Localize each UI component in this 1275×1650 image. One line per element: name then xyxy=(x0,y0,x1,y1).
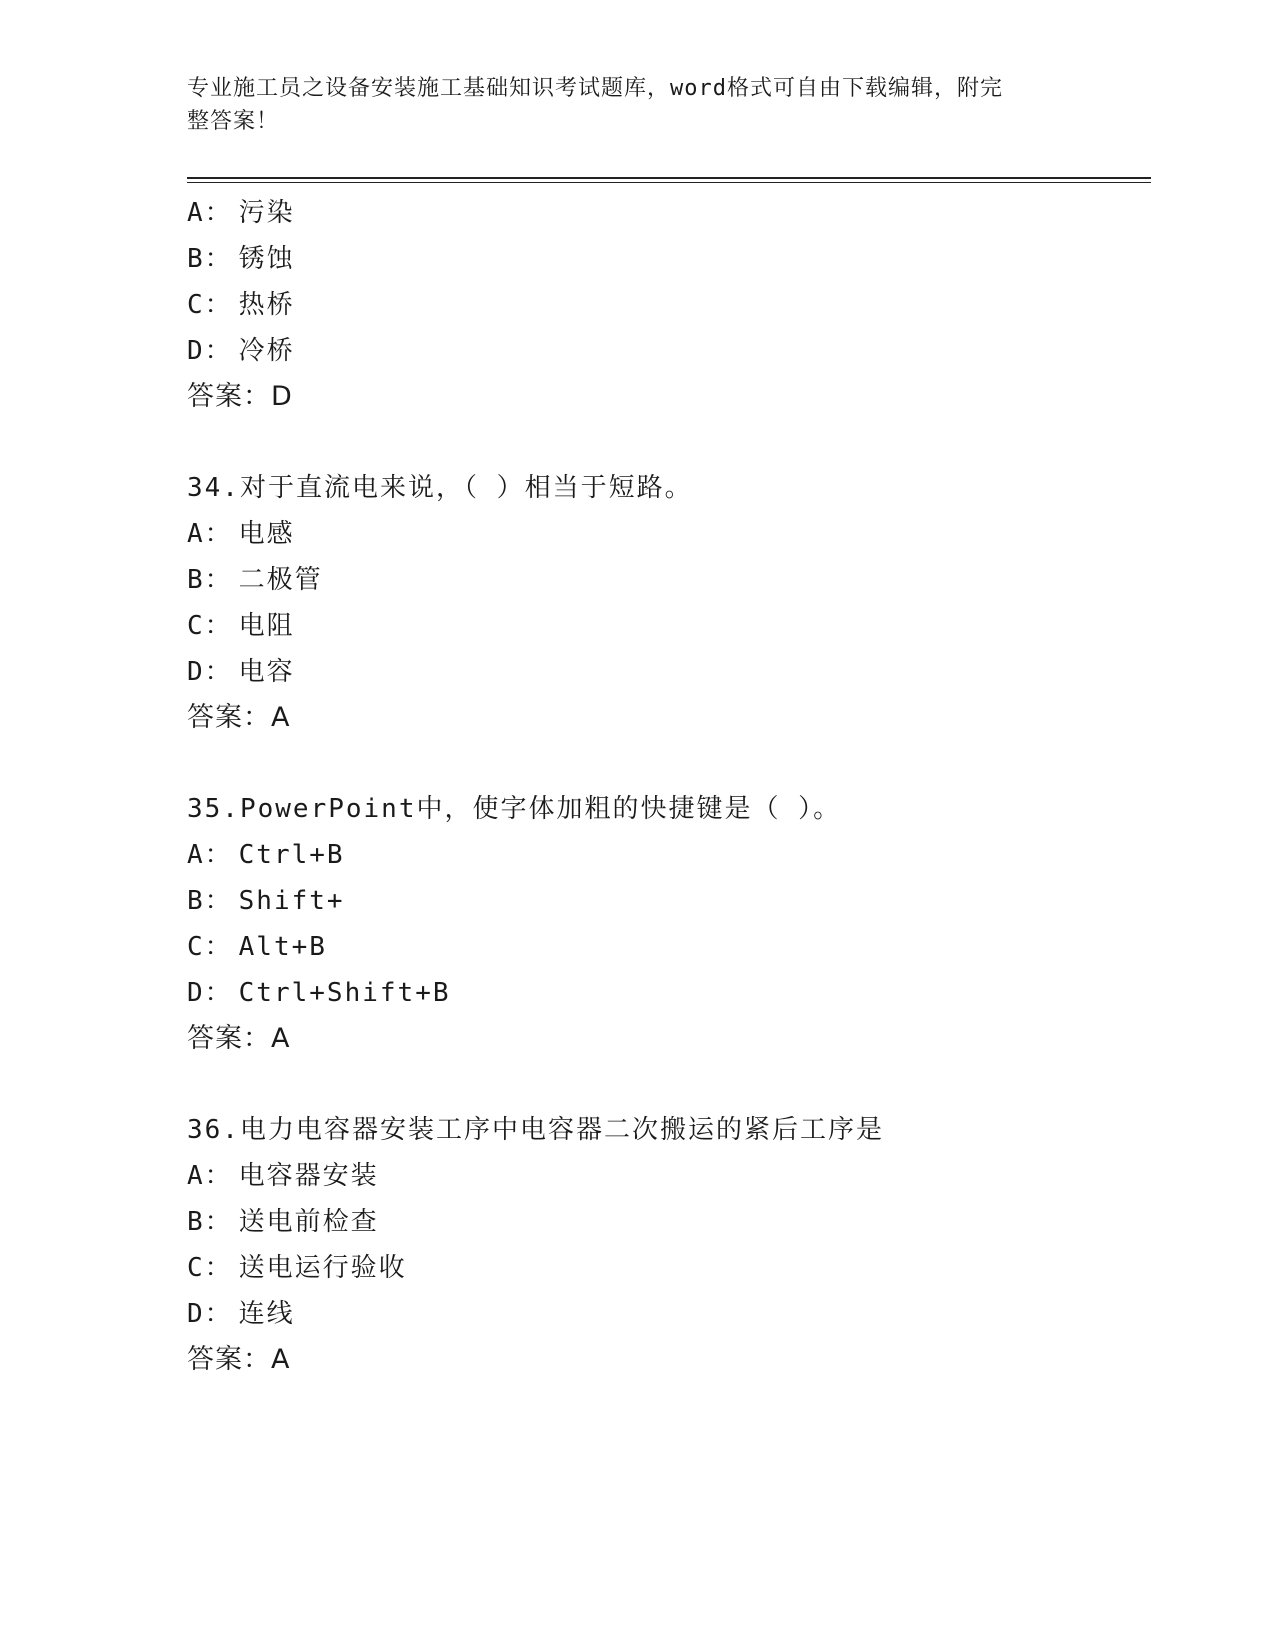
option-a xyxy=(187,511,1147,557)
option-letter: C： xyxy=(187,1253,233,1283)
header-title-line-1: 专业施工员之设备安装施工基础知识考试题库，word格式可自由下载编辑，附完 xyxy=(187,76,1003,101)
option-letter: C： xyxy=(187,932,233,962)
option-d xyxy=(187,970,1147,1016)
option-c xyxy=(187,603,1147,649)
option-text: 电阻 xyxy=(238,611,295,641)
option-text: Ctrl+Shift+B xyxy=(238,978,451,1008)
question-spacer xyxy=(187,1062,1147,1107)
question-text: 36.电力电容器安装工序中电容器二次搬运的紧后工序是 xyxy=(187,1115,884,1145)
option-text: 送电前检查 xyxy=(238,1207,379,1237)
option-letter: B： xyxy=(187,886,233,916)
option-letter: B： xyxy=(187,1207,233,1237)
option-text: 连线 xyxy=(238,1299,295,1329)
option-text: 污染 xyxy=(238,198,295,228)
option-b xyxy=(187,1199,1147,1245)
option-letter: D： xyxy=(187,978,233,1008)
option-text: 锈蚀 xyxy=(238,244,295,274)
option-letter: A： xyxy=(187,1161,233,1191)
option-a xyxy=(187,832,1147,878)
option-letter: C： xyxy=(187,611,233,641)
header-divider-thin xyxy=(187,182,1151,183)
option-a xyxy=(187,190,1147,236)
option-text: 送电运行验收 xyxy=(238,1253,407,1283)
option-text: 热桥 xyxy=(238,290,295,320)
option-letter: B： xyxy=(187,565,233,595)
question-block-35 xyxy=(187,786,1147,1062)
document-header xyxy=(187,72,1067,138)
question-block-34 xyxy=(187,465,1147,741)
option-text: 二极管 xyxy=(238,565,323,595)
question-text: 34.对于直流电来说，（ ）相当于短路。 xyxy=(187,473,693,503)
question-text: 35.PowerPoint中，使字体加粗的快捷键是（ ）。 xyxy=(187,794,842,824)
question-spacer xyxy=(187,741,1147,786)
question-block-33 xyxy=(187,190,1147,420)
option-text: Shift+ xyxy=(238,886,345,916)
option-a xyxy=(187,1153,1147,1199)
option-text: Ctrl+B xyxy=(238,840,345,870)
option-letter: D： xyxy=(187,657,233,687)
question-block-36 xyxy=(187,1107,1147,1383)
option-letter: D： xyxy=(187,336,233,366)
option-letter: A： xyxy=(187,840,233,870)
option-b xyxy=(187,236,1147,282)
option-text: Alt+B xyxy=(238,932,327,962)
answer-line: 答案：A xyxy=(187,702,291,733)
header-divider-thick xyxy=(187,177,1151,179)
option-c xyxy=(187,924,1147,970)
option-letter: D： xyxy=(187,1299,233,1329)
question-spacer xyxy=(187,420,1147,465)
answer-line: 答案：D xyxy=(187,381,293,412)
option-letter: C： xyxy=(187,290,233,320)
question-list xyxy=(187,190,1147,1383)
option-letter: B： xyxy=(187,244,233,274)
option-text: 电感 xyxy=(238,519,295,549)
option-b xyxy=(187,878,1147,924)
option-text: 电容 xyxy=(238,657,295,687)
option-text: 电容器安装 xyxy=(238,1161,379,1191)
header-title-line-2: 整答案！ xyxy=(187,109,280,134)
option-d xyxy=(187,1291,1147,1337)
option-letter: A： xyxy=(187,519,233,549)
answer-line: 答案：A xyxy=(187,1023,291,1054)
option-d xyxy=(187,328,1147,374)
option-letter: A： xyxy=(187,198,233,228)
option-d xyxy=(187,649,1147,695)
option-b xyxy=(187,557,1147,603)
option-c xyxy=(187,282,1147,328)
option-c xyxy=(187,1245,1147,1291)
answer-line: 答案：A xyxy=(187,1344,291,1375)
option-text: 冷桥 xyxy=(238,336,295,366)
